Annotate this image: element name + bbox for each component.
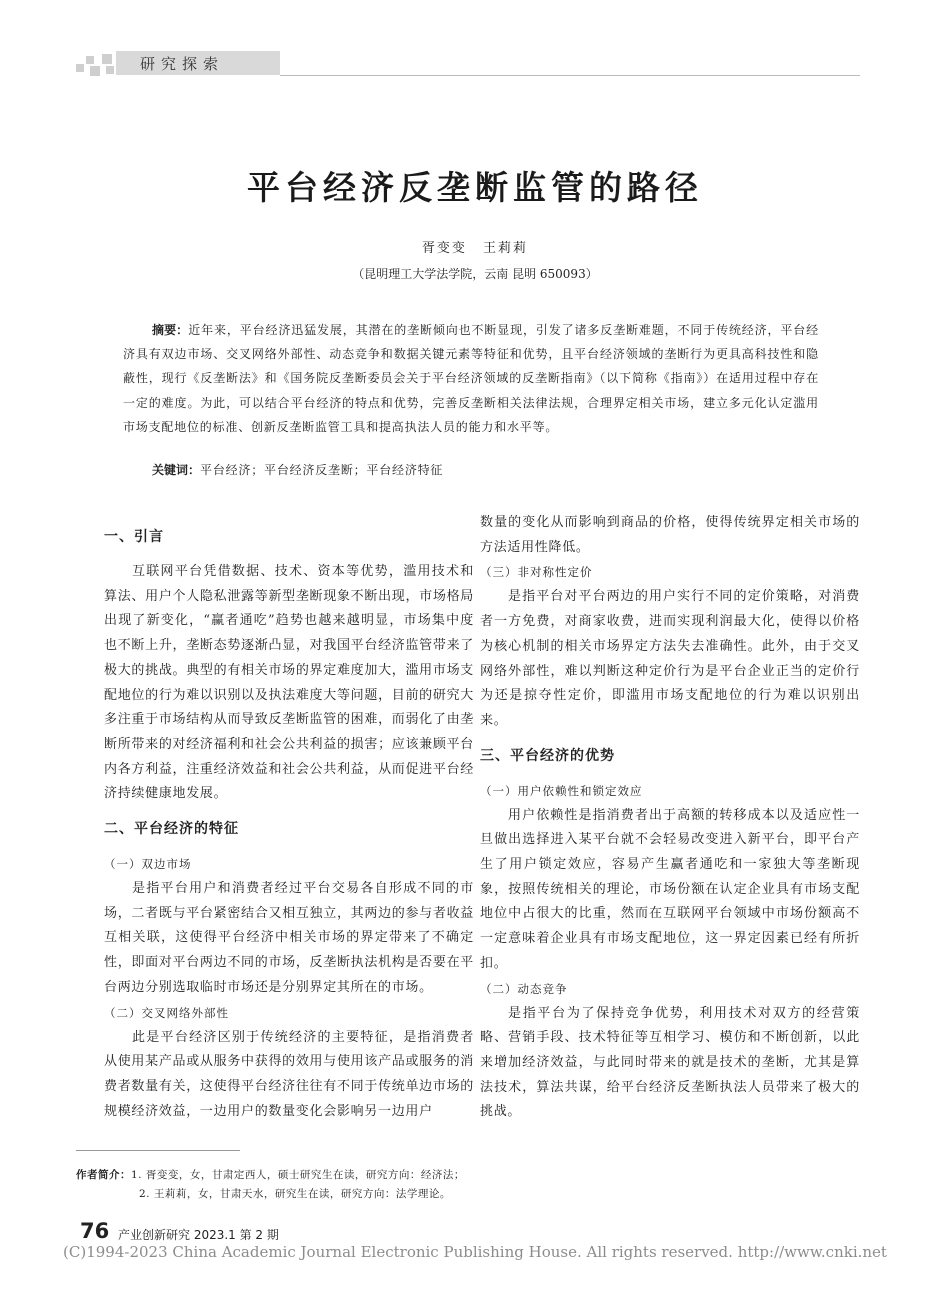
subheading-asymmetric-pricing: （三）非对称性定价 [480, 565, 593, 580]
footnote-line-1: 1. 胥变变，女，甘肃定西人，硕士研究生在读，研究方向：经济法； [131, 1169, 465, 1181]
subheading-two-sided-market: （一）双边市场 [104, 857, 192, 872]
keywords [152, 461, 443, 478]
keywords-label: 关键词： [152, 463, 201, 477]
subheading-user-lockin: （一）用户依赖性和锁定效应 [480, 783, 643, 798]
journal-info: 产业创新研究 2023.1 第 2 期 [118, 1228, 279, 1242]
subheading-network-externality: （二）交叉网络外部性 [104, 1005, 229, 1020]
footnote-line-2: 2. 王莉莉，女，甘肃天水，研究生在读，研究方向：法学理论。 [139, 1188, 451, 1200]
paragraph-continued: 数量的变化从而影响到商品的价格，使得传统界定相关市场的方法适用性降低。 [480, 515, 860, 555]
article-title: 平台经济反垄断监管的路径 [247, 168, 703, 207]
section-heading-advantages: 三、平台经济的优势 [480, 747, 615, 764]
abstract [123, 318, 819, 439]
paragraph-intro: 互联网平台凭借数据、技术、资本等优势，滥用技术和算法、用户个人隐私泄露等新型垄断现象不断出现，市场格局出现了新变化，“赢者通吃”趋势也越来越明显，市场集中度也不断上升，垄断态势逐渐凸显，对我国平台经济监管带来了极大的挑战。典型的有相关市场的界定难度加大，滥用市场支配地位的行为难以识别以及执法难度大等问题，目前的研究大多注重于市场结构从而导致反垄断监管的困难，而弱化了由垄断所带来的对经济福利和社会公共利益的损害；应该兼顾平台内各方利益，注重经济效益和社会公共利益，从而促进平台经济持续健康地发展。 [104, 564, 474, 802]
author-bio-footnote [76, 1166, 465, 1204]
keywords-text: 平台经济；平台经济反垄断；平台经济特征 [200, 463, 444, 477]
header-rule [280, 75, 860, 76]
paragraph-user-lockin: 用户依赖性是指消费者出于高额的转移成本以及适应性一旦做出选择进入某平台就不会轻易改变进入新平台，即平台产生了用户锁定效应，容易产生赢者通吃和一家独大等垄断现象，按照传统相关的理论，市场份额在认定企业具有市场支配地位中占很大的比重，然而在互联网平台领域中市场份额高不一定意味着企业具有市场支配地位，这一界定因素已经有所折扣。 [480, 807, 860, 971]
paragraph-two-sided-market: 是指平台用户和消费者经过平台交易各自形成不同的市场，二者既与平台紧密结合又相互独立，其两边的参与者收益互相关联，这使得平台经济中相关市场的界定带来了不确定性，即面对平台两边不同的市场，反垄断执法机构是否要在平台两边分别选取临时市场还是分别界定其所在的市场。 [104, 881, 474, 995]
paragraph-asymmetric-pricing: 是指平台对平台两边的用户实行不同的定价策略，对消费者一方免费，对商家收费，进而实现利润最大化，使得以价格为核心机制的相关市场界定方法失去准确性。此外，由于交叉网络外部性，难以判断这种定价行为是平台企业正当的定价行为还是掠夺性定价，即滥用市场支配地位的行为难以识别出来。 [480, 589, 860, 728]
article-authors: 胥变变 王莉莉 [421, 241, 529, 256]
section-heading-intro: 一、引言 [104, 529, 164, 545]
subheading-dynamic-competition: （二）动态竞争 [480, 981, 568, 996]
page-number: 76 [80, 1219, 110, 1243]
footnote-rule [76, 1150, 240, 1151]
footnote-label: 作者简介： [76, 1169, 131, 1181]
abstract-label: 摘要： [152, 323, 189, 337]
section-heading-features: 二、平台经济的特征 [104, 821, 239, 838]
paragraph-network-externality: 此是平台经济区别于传统经济的主要特征，是指消费者从使用某产品或从服务中获得的效用与使用该产品或服务的消费者数量有关，这使得平台经济往往有不同于传统单边市场的规模经济效益，一边用户的数量变化会影响另一边用户 [104, 1029, 474, 1119]
copyright-watermark: (C)1994-2023 China Academic Journal Electronic Publishing House. All rights reserved. http://www.cnki.net [63, 1243, 887, 1261]
abstract-text: 近年来，平台经济迅猛发展，其潜在的垄断倾向也不断显现，引发了诸多反垄断难题，不同于传统经济，平台经济具有双边市场、交叉网络外部性、动态竞争和数据关键元素等特征和优势，且平台经济领域的垄断行为更具高科技性和隐蔽性，现行《反垄断法》和《国务院反垄断委员会关于平台经济领域的反垄断指南》（以下简称《指南》）在适用过程中存在一定的难度。为此，可以结合平台经济的特点和优势，完善反垄断相关法律法规，合理界定相关市场，建立多元化认定滥用市场支配地位的标准、创新反垄断监管工具和提高执法人员的能力和水平等。 [123, 323, 819, 434]
right-column [480, 511, 860, 1125]
paragraph-dynamic-competition: 是指平台为了保持竞争优势，利用技术对双方的经营策略、营销手段、技术特征等互相学习、模仿和不断创新，以此来增加经济效益，与此同时带来的就是技术的垄断，尤其是算法技术，算法共谋，给平台经济反垄断执法人员带来了极大的挑战。 [480, 1005, 860, 1120]
left-column [104, 515, 474, 1124]
author-affiliation: （昆明理工大学法学院，云南 昆明 650093） [352, 267, 598, 281]
section-header: 研究探索 [140, 55, 225, 73]
